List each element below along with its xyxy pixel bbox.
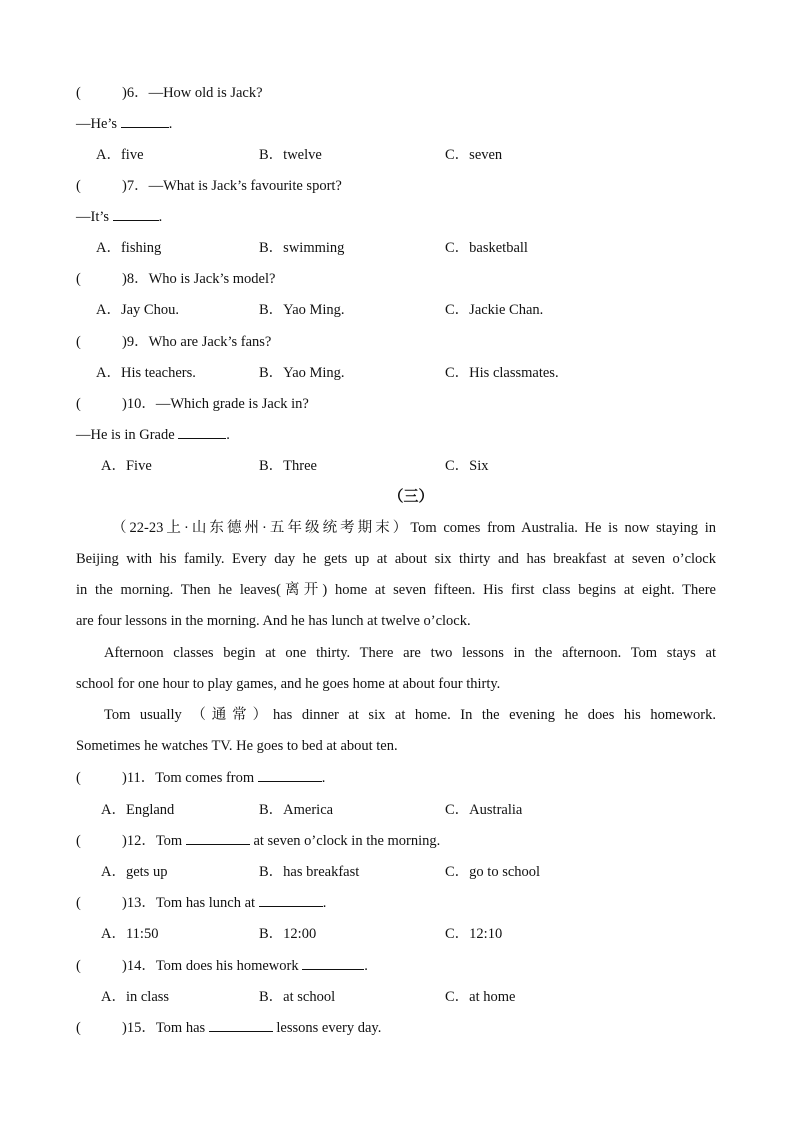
passage-line: school for one hour to play games, and he goes home at about four thirty. bbox=[76, 676, 501, 692]
question-15 bbox=[76, 1019, 381, 1037]
question-13 bbox=[76, 894, 326, 912]
option-c[interactable]: C．basketball bbox=[445, 240, 528, 256]
option-b[interactable]: B．12:00 bbox=[259, 926, 317, 942]
answer-paren[interactable]: ( bbox=[76, 833, 81, 849]
answer-prefix: —It’s bbox=[76, 209, 110, 225]
question-10-answer-line bbox=[76, 426, 230, 444]
option-a[interactable]: A．11:50 bbox=[101, 926, 159, 942]
option-a[interactable]: A．fishing bbox=[96, 240, 162, 256]
option-a[interactable]: A．Five bbox=[101, 458, 152, 474]
question-text: )11．Tom comes from bbox=[122, 770, 255, 786]
question-text: )10．—Which grade is Jack in? bbox=[122, 396, 309, 412]
option-b[interactable]: B．has breakfast bbox=[259, 864, 360, 880]
option-c[interactable]: C．Australia bbox=[445, 802, 523, 818]
question-text: )9．Who are Jack’s fans? bbox=[122, 334, 272, 350]
option-c[interactable]: C．seven bbox=[445, 147, 503, 163]
answer-prefix: —He’s bbox=[76, 116, 118, 132]
question-14 bbox=[76, 957, 368, 975]
answer-paren[interactable]: ( bbox=[76, 85, 81, 101]
option-c[interactable]: C．at home bbox=[445, 989, 516, 1005]
option-b[interactable]: B．swimming bbox=[259, 240, 345, 256]
answer-blank[interactable] bbox=[186, 832, 250, 845]
question-text-end: at seven o’clock in the morning. bbox=[253, 833, 441, 849]
passage-line: Sometimes he watches TV. He goes to bed at about ten. bbox=[76, 738, 398, 754]
passage-line: Tom usually （通常）has dinner at six at home. In the evening he does his homework. bbox=[104, 707, 716, 723]
question-text: )6．—How old is Jack? bbox=[122, 85, 263, 101]
option-b[interactable]: B．America bbox=[259, 802, 334, 818]
option-c[interactable]: C．go to school bbox=[445, 864, 541, 880]
question-text: )7．—What is Jack’s favourite sport? bbox=[122, 178, 342, 194]
option-a[interactable]: A．five bbox=[96, 147, 144, 163]
question-6 bbox=[76, 84, 263, 102]
passage-line: Beijing with his family. Every day he gets up at about six thirty and has breakfast at seven o’clock bbox=[76, 551, 716, 567]
passage-line: are four lessons in the morning. And he has lunch at twelve o’clock. bbox=[76, 613, 471, 629]
question-text-end: . bbox=[364, 958, 368, 974]
option-b[interactable]: B．Three bbox=[259, 458, 317, 474]
question-text: )15．Tom has bbox=[122, 1020, 206, 1036]
question-text-end: lessons every day. bbox=[276, 1020, 382, 1036]
option-a[interactable]: A．in class bbox=[101, 989, 170, 1005]
answer-blank[interactable] bbox=[258, 769, 322, 782]
answer-blank[interactable] bbox=[302, 957, 364, 970]
passage-line: Afternoon classes begin at one thirty. There are two lessons in the afternoon. Tom stays at bbox=[104, 645, 716, 661]
answer-suffix: . bbox=[168, 116, 173, 132]
question-text: )13．Tom has lunch at bbox=[122, 895, 256, 911]
question-6-answer-line bbox=[76, 115, 172, 133]
option-a[interactable]: A．England bbox=[101, 802, 175, 818]
answer-blank[interactable] bbox=[121, 115, 169, 128]
question-11 bbox=[76, 769, 325, 787]
question-text: )8．Who is Jack’s model? bbox=[122, 271, 276, 287]
answer-paren[interactable]: ( bbox=[76, 178, 81, 194]
option-a[interactable]: A．Jay Chou. bbox=[96, 302, 179, 318]
answer-paren[interactable]: ( bbox=[76, 770, 81, 786]
option-b[interactable]: B．twelve bbox=[259, 147, 322, 163]
answer-paren[interactable]: ( bbox=[76, 958, 81, 974]
question-9 bbox=[76, 333, 271, 351]
answer-paren[interactable]: ( bbox=[76, 1020, 81, 1036]
option-c[interactable]: C．Jackie Chan. bbox=[445, 302, 544, 318]
option-c[interactable]: C．His classmates. bbox=[445, 365, 559, 381]
option-b[interactable]: B．at school bbox=[259, 989, 336, 1005]
answer-blank[interactable] bbox=[178, 426, 226, 439]
question-text-end: . bbox=[321, 770, 326, 786]
answer-paren[interactable]: ( bbox=[76, 895, 81, 911]
passage-line: in the morning. Then he leaves(离开) home at seven fifteen. His first class begins at eight. There bbox=[76, 582, 716, 598]
answer-suffix: . bbox=[226, 427, 230, 443]
option-b[interactable]: B．Yao Ming. bbox=[259, 365, 345, 381]
question-7 bbox=[76, 177, 342, 195]
option-b[interactable]: B．Yao Ming. bbox=[259, 302, 345, 318]
answer-blank[interactable] bbox=[259, 894, 323, 907]
option-c[interactable]: C．12:10 bbox=[445, 926, 503, 942]
question-text-end: . bbox=[322, 895, 327, 911]
question-10 bbox=[76, 395, 309, 413]
question-text: )12．Tom bbox=[122, 833, 183, 849]
question-12 bbox=[76, 832, 440, 850]
passage-line: （22-23上·山东德州·五年级统考期末）Tom comes from Australia. He is now staying in bbox=[112, 520, 716, 536]
option-c[interactable]: C．Six bbox=[445, 458, 489, 474]
answer-paren[interactable]: ( bbox=[76, 334, 81, 350]
answer-blank[interactable] bbox=[113, 208, 159, 221]
option-a[interactable]: A．His teachers. bbox=[96, 365, 196, 381]
question-text: )14．Tom does his homework bbox=[122, 958, 299, 974]
answer-blank[interactable] bbox=[209, 1019, 273, 1032]
answer-paren[interactable]: ( bbox=[76, 271, 81, 287]
answer-suffix: . bbox=[158, 209, 163, 225]
option-a[interactable]: A．gets up bbox=[101, 864, 168, 880]
answer-paren[interactable]: ( bbox=[76, 396, 81, 412]
section-title: （三） bbox=[388, 489, 434, 505]
question-7-answer-line bbox=[76, 208, 162, 226]
question-8 bbox=[76, 270, 275, 288]
answer-prefix: —He is in Grade bbox=[76, 427, 175, 443]
